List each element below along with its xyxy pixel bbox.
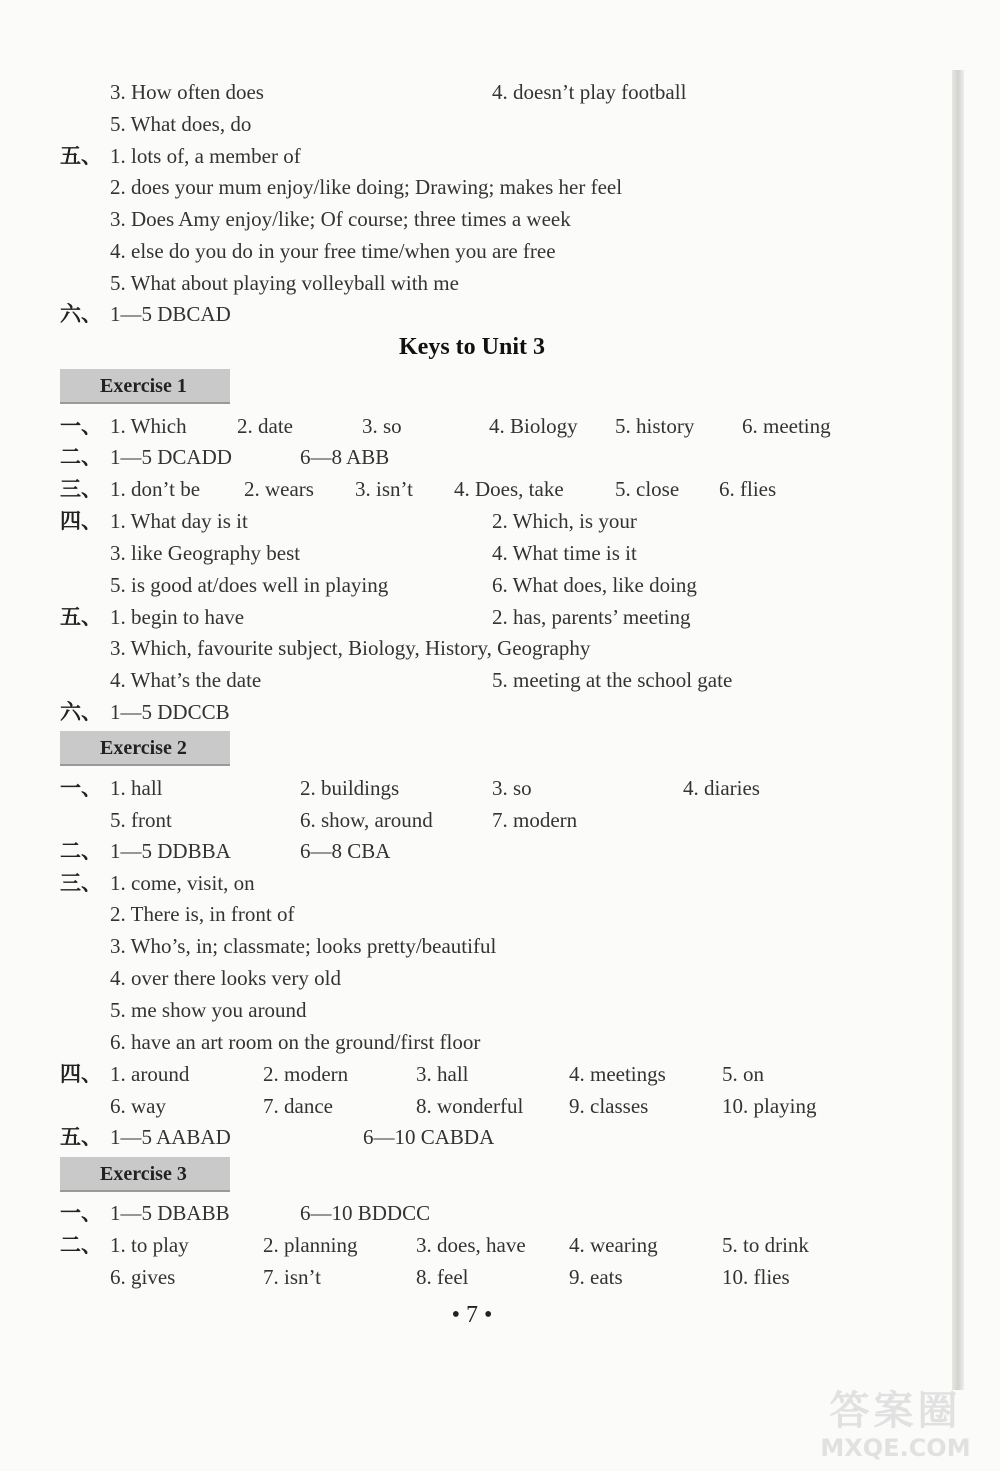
section-label: 六、 — [60, 700, 102, 724]
answer-item: 5. on — [722, 1062, 764, 1086]
answer-item: 9. eats — [569, 1265, 623, 1289]
answer-item: 1. to play — [110, 1233, 189, 1257]
exercise-header: Exercise 3 — [60, 1157, 230, 1192]
answer-line: 4. else do you do in your free time/when you are free — [110, 239, 556, 263]
answer-item: 7. isn’t — [263, 1265, 321, 1289]
section-label: 二、 — [60, 1233, 102, 1257]
answer-item: 5. me show you around — [110, 998, 307, 1022]
answer-item: 4. diaries — [683, 776, 760, 800]
answer-item: 1. begin to have — [110, 605, 245, 629]
answer-item: 7. modern — [492, 808, 578, 832]
answer-item: 2. planning — [263, 1233, 358, 1257]
answer-item: 1—5 DDCCB — [110, 700, 230, 724]
answer-item: 1—5 DDBBA — [110, 839, 231, 863]
answer-item: 3. Who’s, in; classmate; looks pretty/beautiful — [110, 934, 497, 958]
exercise-header: Exercise 2 — [60, 731, 230, 766]
answer-line: 1—5 DBCAD — [110, 302, 231, 326]
page-binding-shadow — [952, 70, 964, 1390]
answer-item: 6—10 CABDA — [363, 1125, 495, 1149]
answer-item: 4. wearing — [569, 1233, 658, 1257]
answer-item: 6. What does, like doing — [492, 573, 697, 597]
answer-line: 5. What does, do — [110, 112, 252, 136]
answer-item: 6. gives — [110, 1265, 176, 1289]
section-label: 一、 — [60, 414, 102, 438]
answer-item: 2. There is, in front of — [110, 902, 295, 926]
answer-item: 5. is good at/does well in playing — [110, 573, 389, 597]
section-label: 三、 — [60, 477, 102, 501]
section-label: 四、 — [60, 509, 102, 533]
answer-item: 2. wears — [244, 477, 314, 501]
answer-item: 3. isn’t — [355, 477, 413, 501]
section-label: 五、 — [60, 1125, 102, 1149]
answer-item: 2. date — [237, 414, 293, 438]
answer-item: 8. wonderful — [416, 1094, 524, 1118]
answer-item: 1—5 DBABB — [110, 1201, 230, 1225]
answer-item: 1—5 DCADD — [110, 445, 232, 469]
watermark-logo — [803, 1388, 988, 1462]
answer-item: 4. What’s the date — [110, 668, 262, 692]
answer-item: 5. to drink — [722, 1233, 809, 1257]
answer-line: 3. How often does — [110, 80, 264, 104]
answer-item: 5. front — [110, 808, 172, 832]
answer-line: 5. What about playing volleyball with me — [110, 271, 459, 295]
answer-item: 10. flies — [722, 1265, 790, 1289]
section-label: 六、 — [60, 302, 102, 326]
answer-item: 9. classes — [569, 1094, 649, 1118]
section-label: 一、 — [60, 1201, 102, 1225]
answer-item: 6. flies — [719, 477, 777, 501]
section-label: 一、 — [60, 776, 102, 800]
answer-item: 2. modern — [263, 1062, 349, 1086]
section-label: 三、 — [60, 871, 102, 895]
section-label: 四、 — [60, 1062, 102, 1086]
section-label: 五、 — [60, 144, 102, 168]
answer-item: 6—8 ABB — [300, 445, 390, 469]
answer-item: 6. meeting — [742, 414, 831, 438]
answer-line: 4. doesn’t play football — [492, 80, 687, 104]
answer-item: 2. Which, is your — [492, 509, 637, 533]
answer-item: 6. way — [110, 1094, 166, 1118]
answer-item: 2. buildings — [300, 776, 400, 800]
answer-item: 6—10 BDDCC — [300, 1201, 431, 1225]
answer-item: 3. so — [362, 414, 402, 438]
answer-item: 1—5 AABAD — [110, 1125, 231, 1149]
answer-item: 3. does, have — [416, 1233, 526, 1257]
answer-item: 6. show, around — [300, 808, 433, 832]
answer-item: 2. has, parents’ meeting — [492, 605, 691, 629]
answer-item: 1. come, visit, on — [110, 871, 255, 895]
answer-item: 4. Biology — [489, 414, 578, 438]
answer-line: 3. Does Amy enjoy/like; Of course; three times a week — [110, 207, 571, 231]
watermark-url: MXQE.COM — [820, 1434, 971, 1462]
page-number: • 7 • — [451, 1302, 493, 1328]
answer-item: 10. playing — [722, 1094, 817, 1118]
answer-item: 3. so — [492, 776, 532, 800]
answer-item: 3. Which, favourite subject, Biology, History, Geography — [110, 636, 591, 660]
answer-item: 1. What day is it — [110, 509, 248, 533]
answer-item: 5. history — [615, 414, 695, 438]
answer-item: 4. Does, take — [454, 477, 564, 501]
unit-title: Keys to Unit 3 — [399, 334, 545, 360]
answer-item: 1. hall — [110, 776, 163, 800]
answer-item: 1. don’t be — [110, 477, 201, 501]
answer-item: 5. meeting at the school gate — [492, 668, 733, 692]
answer-item: 5. close — [615, 477, 680, 501]
section-label: 二、 — [60, 839, 102, 863]
answer-item: 1. around — [110, 1062, 190, 1086]
answer-item: 6. have an art room on the ground/first floor — [110, 1030, 481, 1054]
watermark-text: 答案圈 — [829, 1388, 962, 1434]
answer-item: 6—8 CBA — [300, 839, 391, 863]
answer-item: 3. hall — [416, 1062, 469, 1086]
exercise-header: Exercise 1 — [60, 369, 230, 404]
answer-item: 3. like Geography best — [110, 541, 301, 565]
answer-item: 4. meetings — [569, 1062, 666, 1086]
answer-item: 7. dance — [263, 1094, 333, 1118]
answer-item: 8. feel — [416, 1265, 469, 1289]
answer-item: 4. What time is it — [492, 541, 637, 565]
answer-item: 4. over there looks very old — [110, 966, 341, 990]
answer-item: 1. Which — [110, 414, 187, 438]
answer-line: 2. does your mum enjoy/like doing; Drawing; makes her feel — [110, 175, 623, 199]
section-label: 二、 — [60, 445, 102, 469]
section-label: 五、 — [60, 605, 102, 629]
answer-line: 1. lots of, a member of — [110, 144, 301, 168]
